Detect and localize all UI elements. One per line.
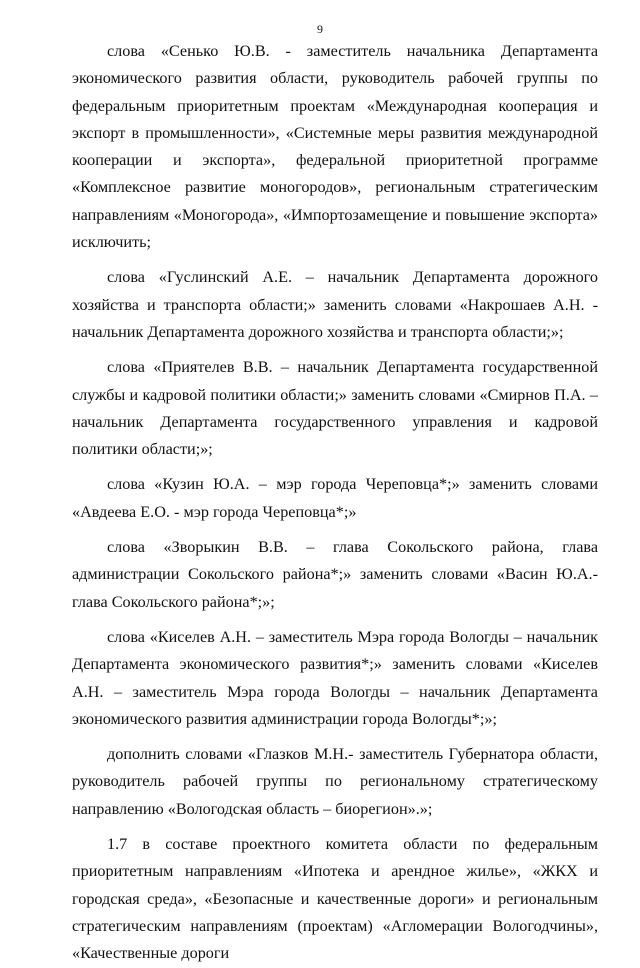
paragraph-senko-excluded: слова «Сенько Ю.В. - заместитель начальника Департамента экономического развития области, руководитель рабочей группы по федеральным приоритетным проектам «Международная кооперация и экспорт в промышленности», «Системные меры развития международной кооперации и экспорта», федеральной приоритетной программе «Комплексное развитие моногородов», региональным стратегическим направлениям «Моногорода», «Импортозамещение и повышение экспорта» исключить; [72, 42, 598, 252]
document-body [72, 38, 598, 968]
paragraph-glazkov-added: дополнить словами «Глазков М.Н.- заместитель Губернатора области, руководитель рабочей группы по региональному стратегическому направлению «Вологодская область – биорегион».»; [72, 745, 598, 818]
page-number: 9 [317, 22, 323, 36]
paragraph-guslinsky-replaced: слова «Гуслинский А.Е. – начальник Департамента дорожного хозяйства и транспорта области;» заменить словами «Накрошаев А.Н. - начальник Департамента дорожного хозяйства и транспорта области;»; [72, 268, 598, 341]
paragraph-kiselev-replaced: слова «Киселев А.Н. – заместитель Мэра города Вологды – начальник Департамента экономического развития*;» заменить словами «Киселев А.Н. – заместитель Мэра города Вологды – начальник Департамента экономического развития администрации города Вологды*;»; [72, 627, 598, 728]
paragraph-item-1-7: 1.7 в составе проектного комитета области по федеральным приоритетным направлениям «Ипотека и арендное жилье», «ЖКХ и городская среда», «Безопасные и качественные дороги» и региональным стратегическим направлениям (проектам) «Агломерации Вологодчины», «Качественные дороги [72, 835, 598, 963]
paragraph-zvorykin-replaced: слова «Зворыкин В.В. – глава Сокольского района, глава администрации Сокольского района*;» заменить словами «Васин Ю.А.- глава Сокольского района*;»; [72, 538, 598, 611]
paragraph-kuzin-replaced: слова «Кузин Ю.А. – мэр города Череповца*;» заменить словами «Авдеева Е.О. - мэр города Череповца*;» [72, 475, 598, 521]
paragraph-priyatelev-replaced: слова «Приятелев В.В. – начальник Департамента государственной службы и кадровой политики области;» заменить словами «Смирнов П.А. – начальник Департамента государственного управления и кадровой политики области;»; [72, 358, 598, 459]
